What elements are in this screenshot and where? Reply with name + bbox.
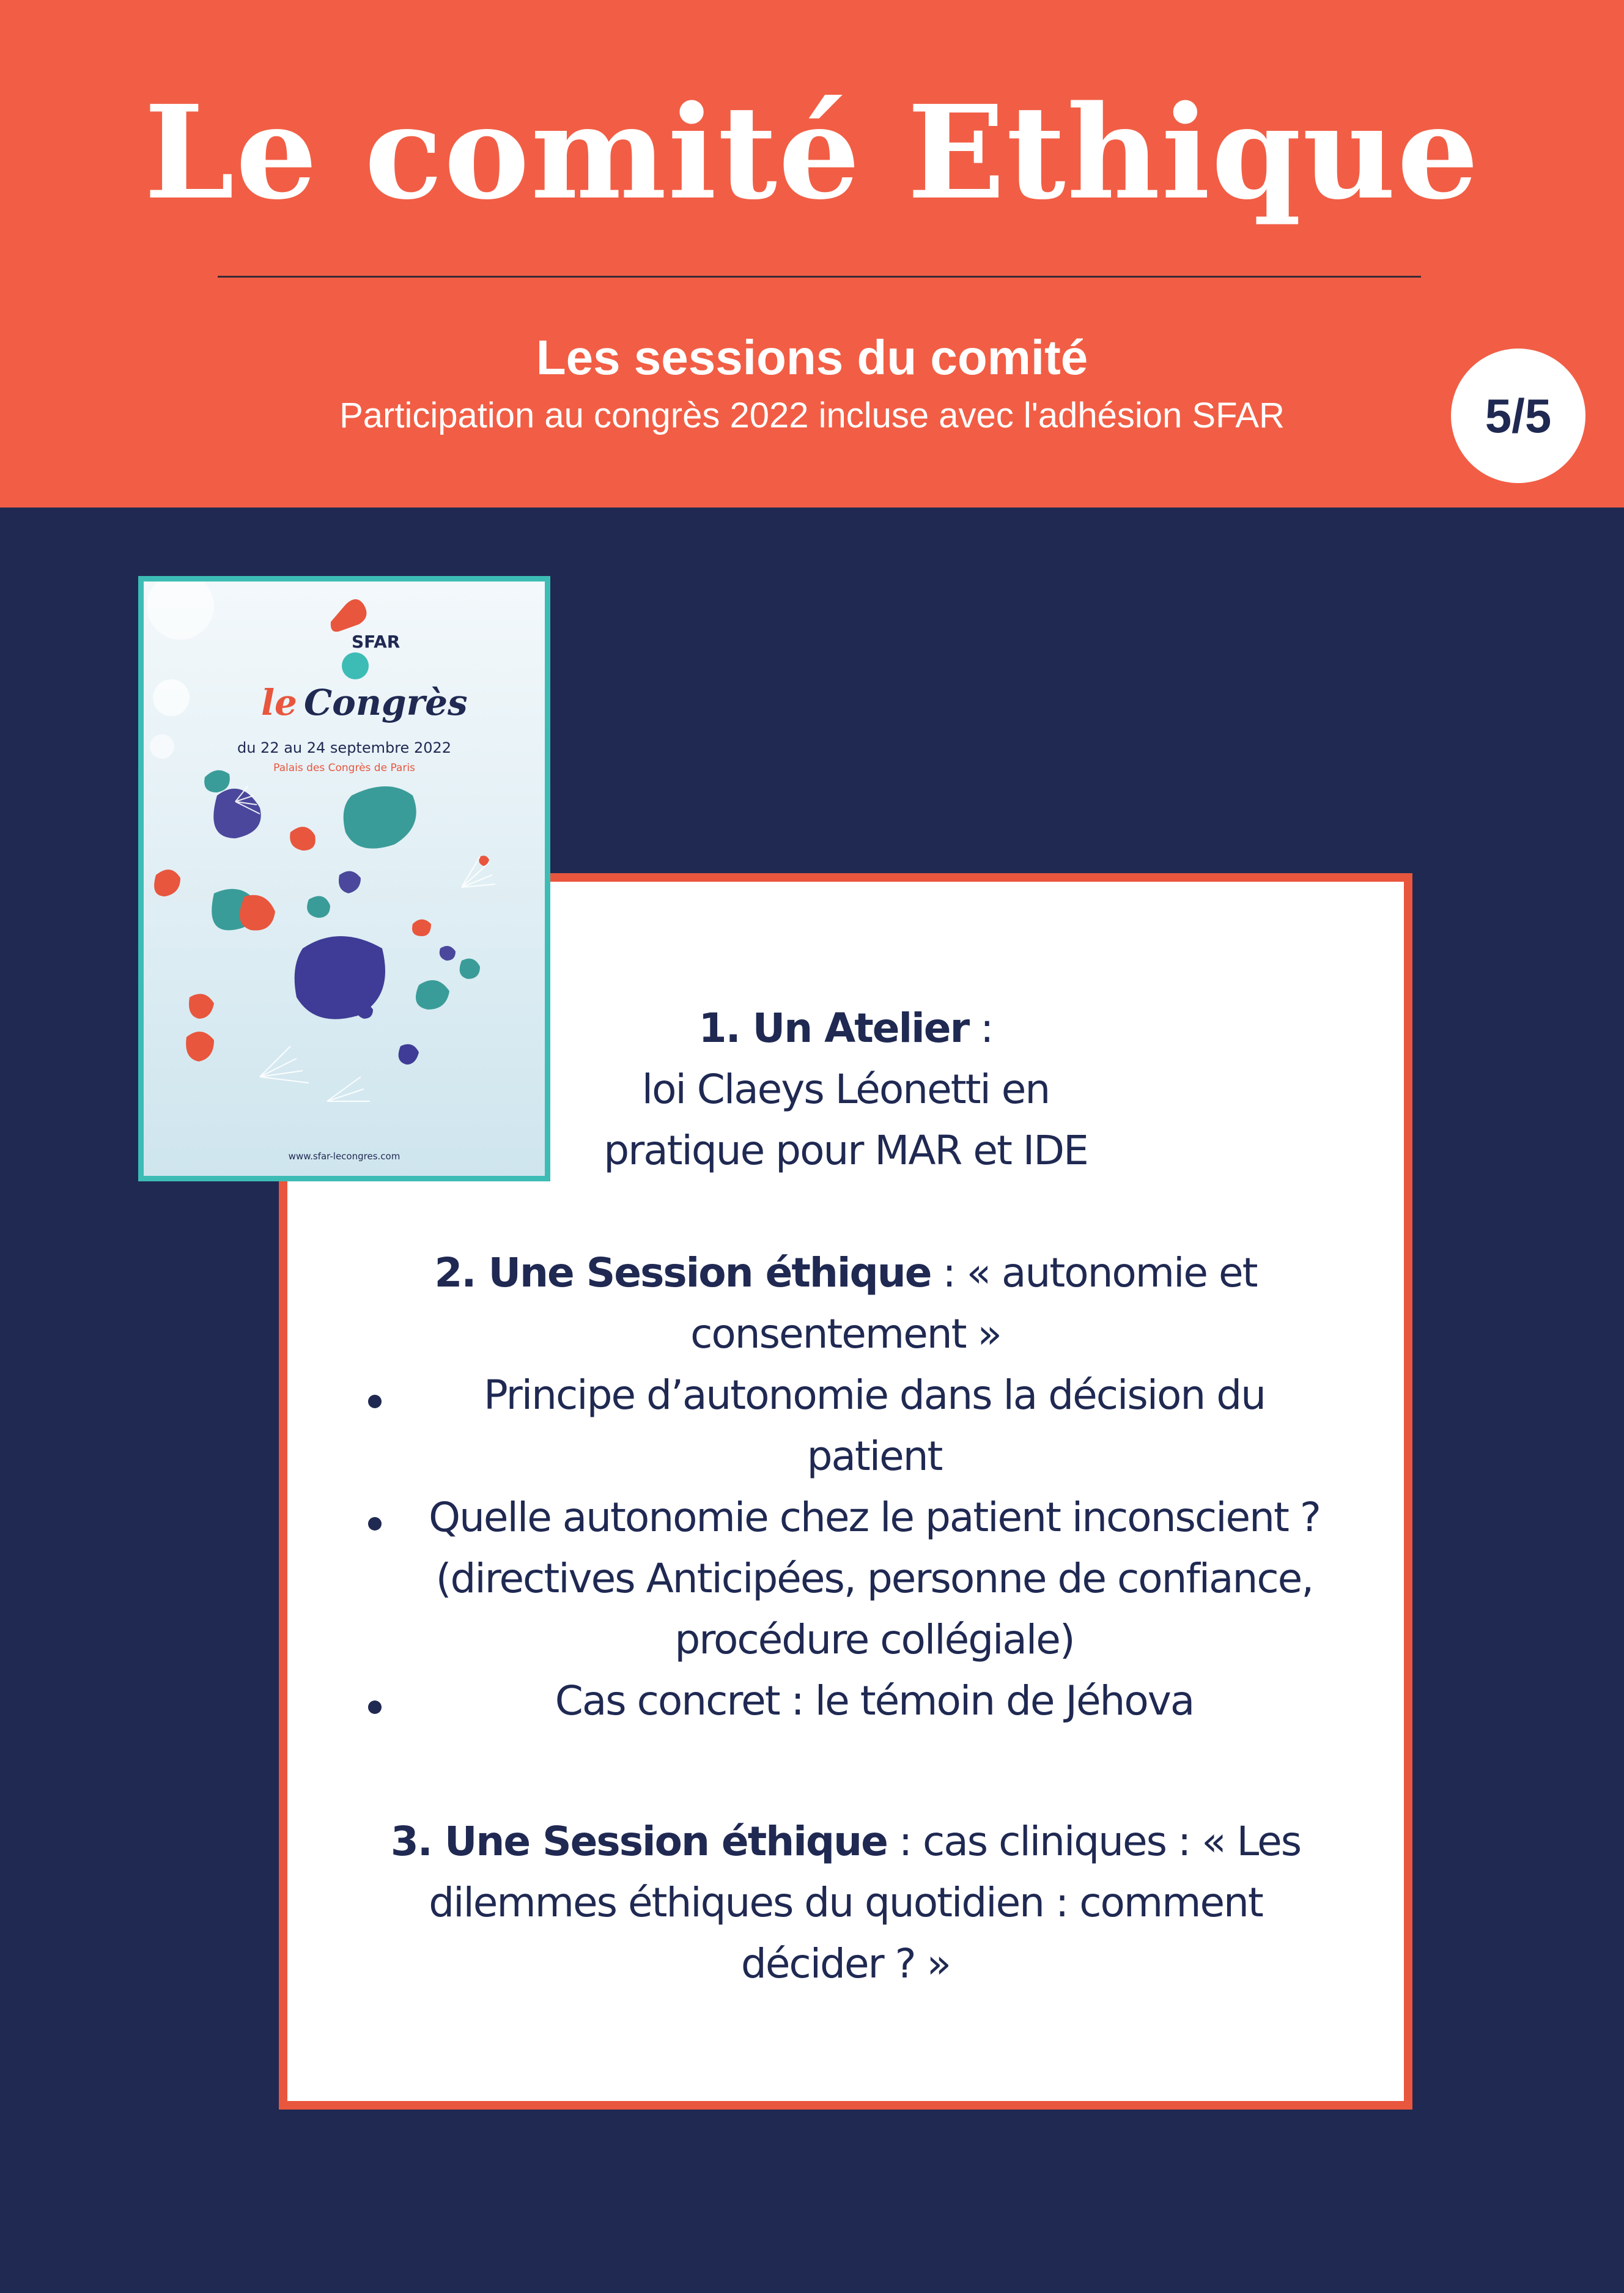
item3-line2: dilemmes éthiques du quotidien : comment (429, 1879, 1263, 1926)
bullet2-line2: (directives Anticipées, personne de confiance, (435, 1555, 1313, 1602)
poster-title-congres: Congrès (304, 682, 468, 723)
poster-venue: Palais des Congrès de Paris (273, 762, 415, 774)
bokeh-shape (150, 734, 174, 759)
item1-separator: : (969, 1005, 993, 1052)
poster-title-le: le (261, 682, 297, 723)
bullet-dot-icon (368, 1700, 382, 1714)
bokeh-shape (153, 679, 190, 716)
bullet2-line1: Quelle autonomie chez le patient inconscient ? (429, 1494, 1320, 1541)
item3-line3: décider ? » (740, 1940, 951, 1987)
bullet3-line1: Cas concret : le témoin de Jéhova (555, 1677, 1194, 1724)
item3-rest1: : cas cliniques : « Les (887, 1818, 1301, 1865)
bullet-dot-icon (368, 1395, 382, 1408)
item2-heading: 2. Une Session éthique (434, 1249, 931, 1296)
petals-illustration (154, 770, 489, 1065)
item2-heading-line (287, 1243, 1404, 1304)
item1-line1: loi Claeys Léonetti en (641, 1066, 1050, 1113)
page-title: Le comité Ethique (144, 77, 1480, 228)
item3-heading-line (287, 1811, 1404, 1872)
page-number-badge: 5/5 (1451, 349, 1585, 483)
bullet1-line1: Principe d’autonomie dans la décision du (484, 1372, 1265, 1419)
bokeh-shape (147, 582, 214, 640)
poster-dates: du 22 au 24 septembre 2022 (237, 739, 452, 756)
header-banner (0, 0, 1624, 508)
item1-heading: 1. Un Atelier (698, 1005, 969, 1052)
bullet2-line3: procédure collégiale) (674, 1616, 1074, 1663)
poster-website: www.sfar-lecongres.com (288, 1151, 400, 1162)
header-divider (218, 276, 1421, 278)
tagline: Participation au congrès 2022 incluse avec l'adhésion SFAR (339, 396, 1285, 435)
bullet1-line2: patient (806, 1433, 942, 1480)
item1-line2: pratique pour MAR et IDE (603, 1127, 1088, 1174)
poster-artwork (144, 582, 545, 1176)
section-subtitle: Les sessions du comité (536, 330, 1088, 385)
item2-rest1: : « autonomie et (931, 1249, 1257, 1296)
congress-poster (138, 576, 550, 1181)
bullet-dot-icon (368, 1517, 382, 1531)
item3-heading: 3. Une Session éthique (390, 1818, 887, 1865)
poster-brand: SFAR (352, 632, 400, 652)
item2-rest2: consentement » (690, 1310, 1001, 1357)
